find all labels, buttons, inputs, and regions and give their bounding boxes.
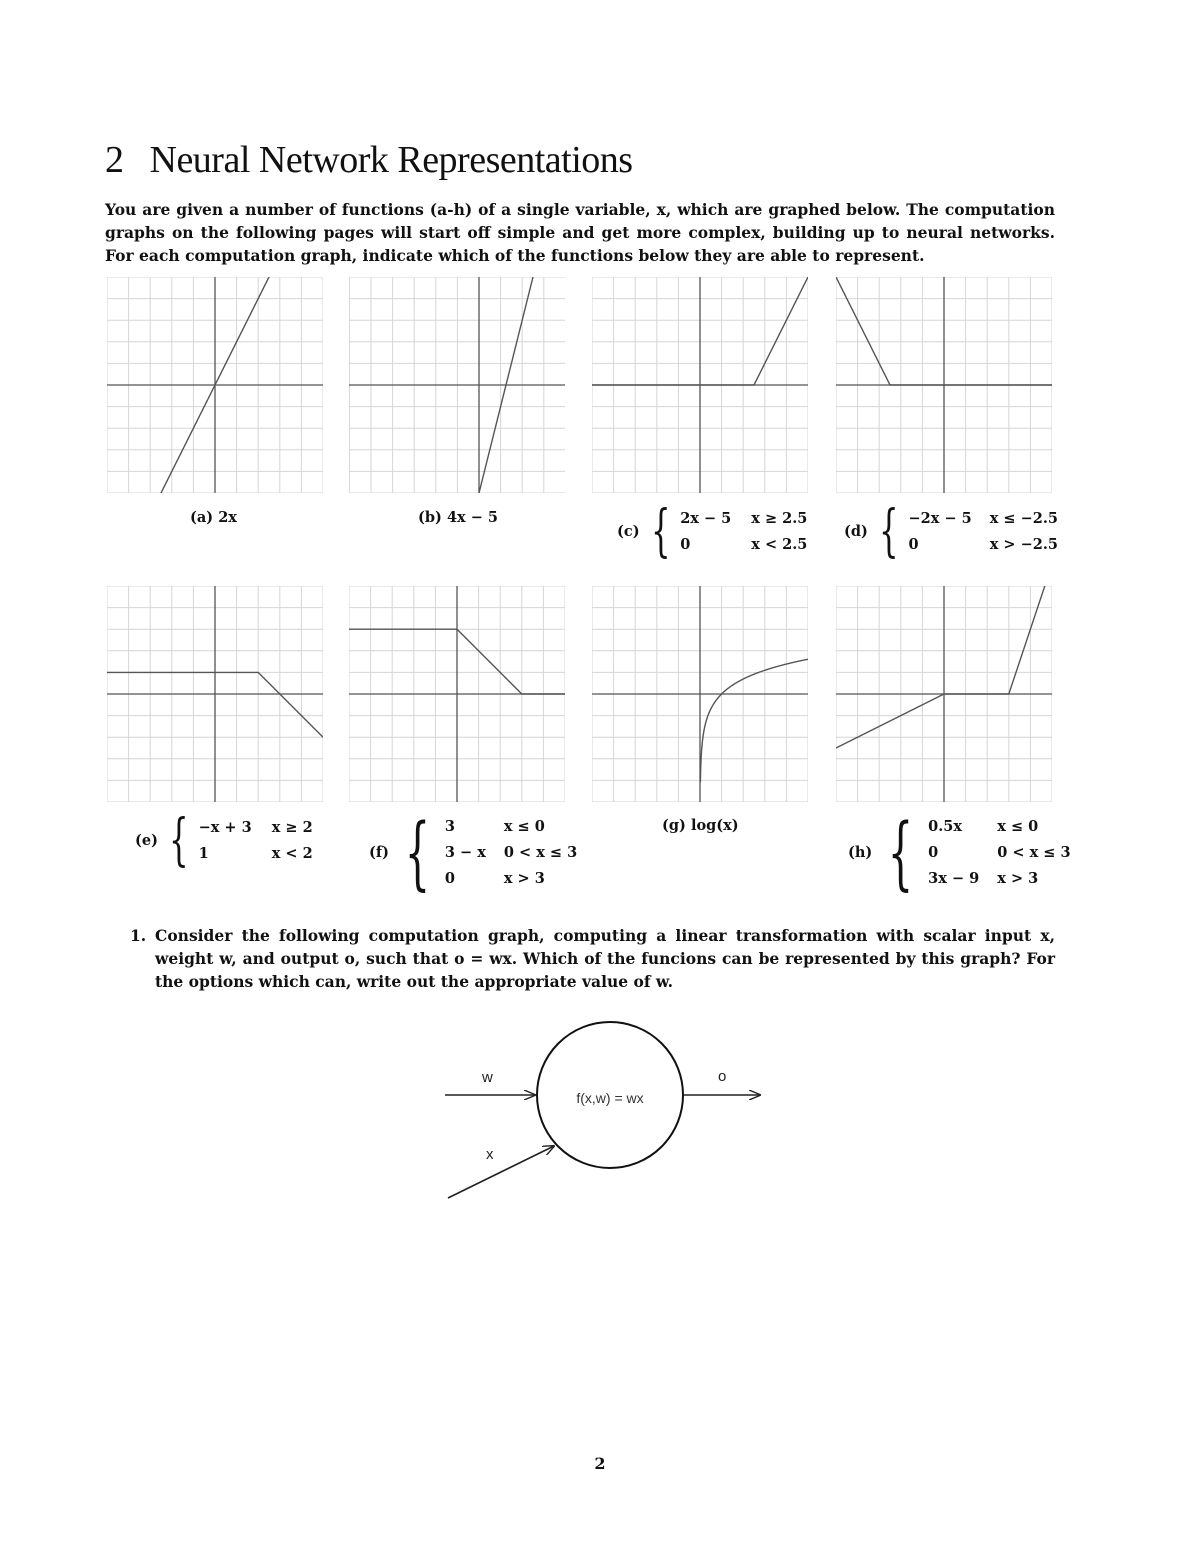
graph-a <box>107 277 323 493</box>
plot-b <box>349 277 565 493</box>
page-number: 2 <box>594 1454 606 1473</box>
caption-g: (g) log(x) <box>662 817 739 834</box>
plot-d <box>836 277 1052 493</box>
section-number: 2 <box>105 139 124 181</box>
caption-b: (b) 4x − 5 <box>418 509 499 526</box>
graph-b <box>349 277 565 493</box>
graph-e <box>107 586 323 802</box>
graph-f <box>349 586 565 802</box>
computation-graph-diagram <box>440 1010 780 1210</box>
caption-c: (c) { 2x − 5 x ≥ 2.5 0 x < 2.5 <box>617 499 808 564</box>
plot-h <box>836 586 1052 802</box>
caption-d: (d) { −2x − 5 x ≤ −2.5 0 x > −2.5 <box>844 499 1059 564</box>
graph-g <box>592 586 808 802</box>
graph-c <box>592 277 808 493</box>
plot-c <box>592 277 808 493</box>
plot-a <box>107 277 323 493</box>
weight-label: w <box>482 1069 493 1086</box>
output-label: o <box>718 1068 727 1085</box>
section-title <box>105 138 633 182</box>
node-text: f(x,w) = wx <box>576 1090 644 1106</box>
plot-g <box>592 586 808 802</box>
section-title-text: Neural Network Representations <box>149 139 633 181</box>
intro-paragraph: You are given a number of functions (a-h) of a single variable, x, which are graphed below. The computation graphs on the following pages will start off simple and get more complex, building up to neural networks. For each computation graph, indicate which of the functions below they are able to represent. <box>105 200 1055 265</box>
caption-h: (h) { 0.5x x ≤ 0 0 0 < x ≤ 3 3x − 9 x > 3 <box>848 806 1071 899</box>
question-number: 1. <box>130 926 147 945</box>
caption-f: (f) { 3 x ≤ 0 3 − x 0 < x ≤ 3 0 x > 3 <box>369 806 578 899</box>
question-1 <box>130 924 1055 993</box>
diagram-svg <box>440 1010 780 1210</box>
graph-h <box>836 586 1052 802</box>
graph-d <box>836 277 1052 493</box>
input-label: x <box>486 1146 494 1163</box>
caption-a: (a) 2x <box>190 509 237 526</box>
plot-e <box>107 586 323 802</box>
caption-e: (e) { −x + 3 x ≥ 2 1 x < 2 <box>135 808 313 873</box>
question-text: Consider the following computation graph, computing a linear transformation with scalar input x, weight w, and output o, such that o = wx. Which of the funcions can be represented by this graph? For the options which can, write out the appropriate value of w. <box>155 926 1055 991</box>
input-arrow <box>448 1146 554 1198</box>
function-curve <box>700 659 808 782</box>
plot-f <box>349 586 565 802</box>
